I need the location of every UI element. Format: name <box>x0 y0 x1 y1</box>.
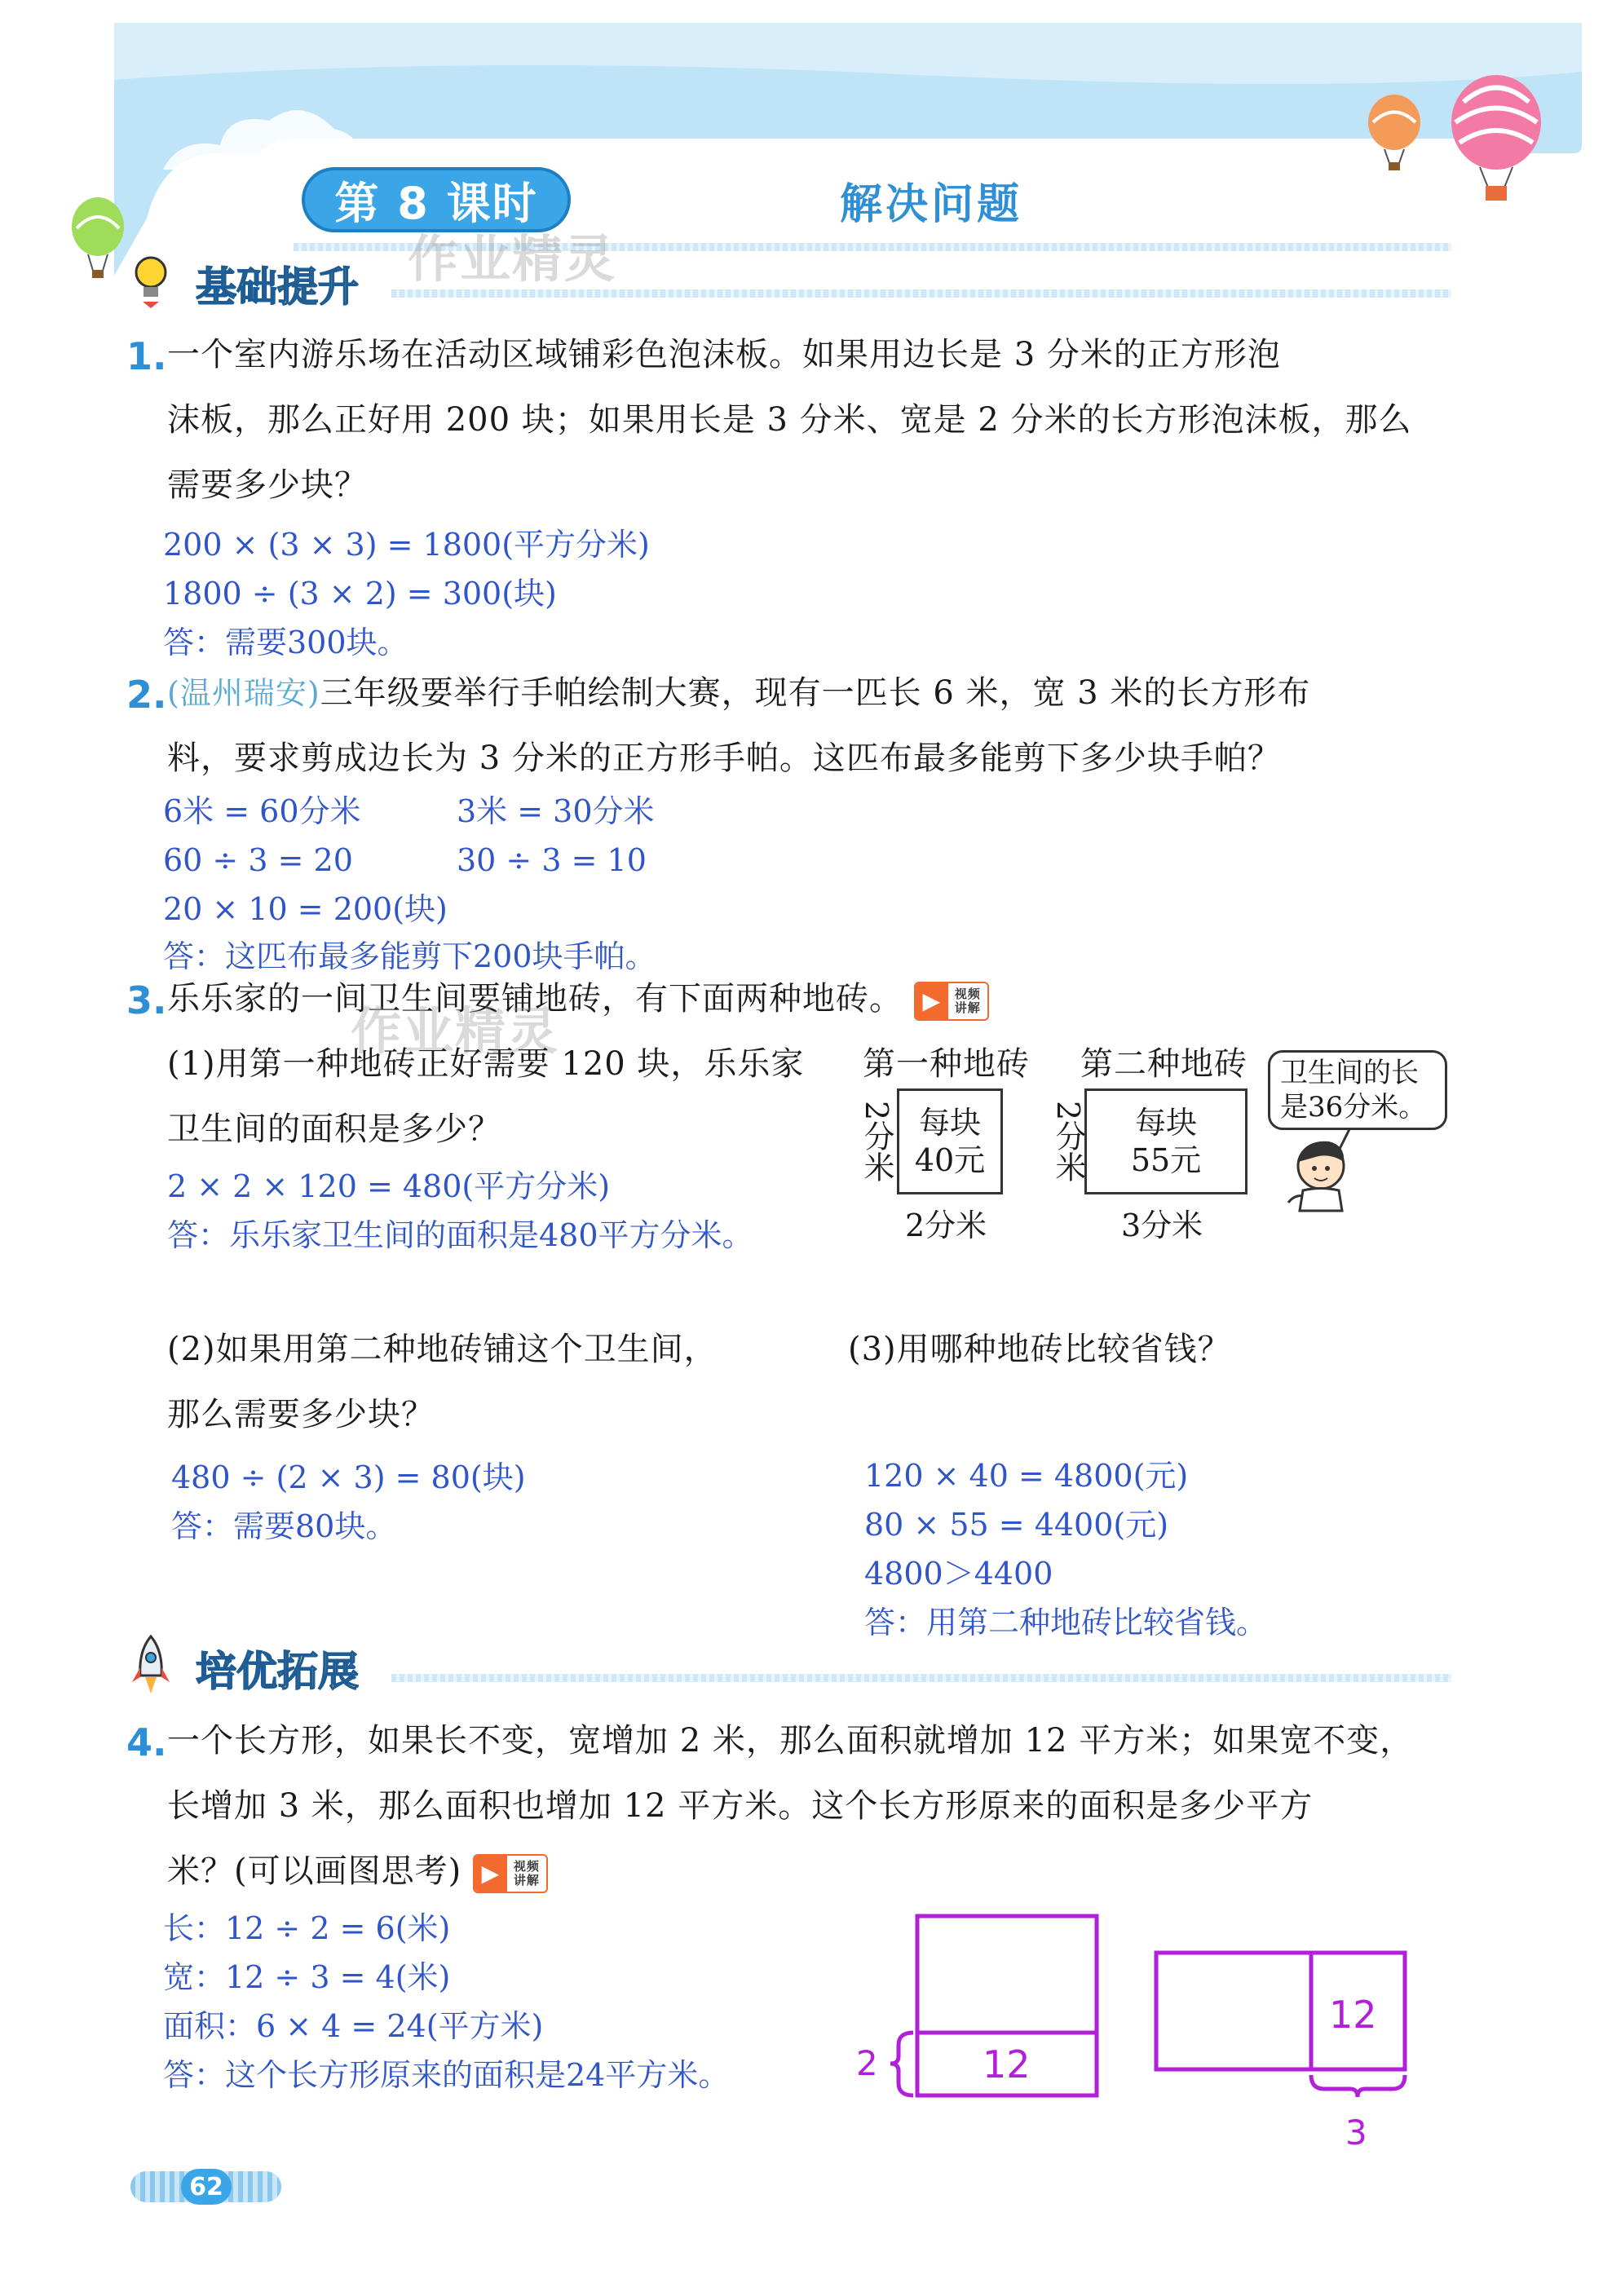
tile-2-side-length: 2分米 <box>1050 1101 1086 1183</box>
watermark: 作业精灵 <box>408 229 617 289</box>
question-3-part-3-answer-1: 120 × 40 = 4800(元) <box>864 1458 1189 1494</box>
question-4-answer-4: 答：这个长方形原来的面积是24平方米。 <box>163 2057 730 2093</box>
lesson-number-badge: 第 8 课时 <box>302 167 571 232</box>
question-2-source: (温州瑞安) <box>167 675 320 711</box>
question-4-answer-3: 面积：6 × 4 = 24(平方米) <box>163 2008 544 2044</box>
tile-2-label: 第二种地砖 <box>1080 1045 1248 1083</box>
question-2-answer-1b: 3米 = 30分米 <box>457 793 655 829</box>
question-3-part-1-answer-1: 2 × 2 × 120 = 480(平方分米) <box>167 1168 611 1204</box>
question-3-part-3-line-1: (3)用哪种地砖比较省钱？ <box>848 1331 1231 1368</box>
question-3-part-2-answer-2: 答：需要80块。 <box>171 1508 397 1544</box>
question-4-line-1: 一个长方形，如果长不变，宽增加 2 米，那么面积就增加 12 平方米；如果宽不变， <box>167 1722 1414 1760</box>
left-brace <box>890 2033 913 2095</box>
question-1-answer-1: 200 × (3 × 3) = 1800(平方分米) <box>163 527 650 563</box>
video-explanation-button[interactable]: ▶ 视频 讲解 <box>914 982 989 1021</box>
original-rectangle-right <box>1156 1953 1311 2069</box>
speech-bubble: 卫生间的长 是36分米。 <box>1268 1050 1447 1130</box>
question-3-number: 3. <box>126 978 167 1022</box>
section-title-basic: 基础提升 <box>196 263 359 311</box>
left-brace-label: 2 <box>856 2043 878 2083</box>
question-1-number: 1. <box>126 334 167 378</box>
tile-1-bottom-length: 2分米 <box>905 1208 987 1243</box>
question-4-answer-2: 宽：12 ÷ 3 = 4(米) <box>163 1959 451 1995</box>
question-4-number: 4. <box>126 1720 167 1764</box>
question-4-diagram <box>832 1900 1468 2161</box>
question-3-part-1-line-1: (1)用第一种地砖正好需要 120 块，乐乐家 <box>167 1045 805 1083</box>
question-1-answer-3: 答：需要300块。 <box>163 625 408 660</box>
rocket-icon <box>130 1635 171 1700</box>
green-balloon-icon <box>65 196 130 285</box>
question-3-part-3-answer-2: 80 × 55 = 4400(元) <box>864 1507 1169 1543</box>
tile-1-label: 第一种地砖 <box>863 1045 1030 1083</box>
hot-air-balloon-icon <box>1443 73 1549 212</box>
question-2-line-1: (温州瑞安)三年级要举行手帕绘制大赛，现有一匹长 6 米，宽 3 米的长方形布 <box>167 674 1311 712</box>
question-4-answer-1: 长：12 ÷ 2 = 6(米) <box>163 1910 451 1946</box>
boy-character-icon <box>1272 1129 1370 1219</box>
question-1-line-3: 需要多少块？ <box>167 466 368 504</box>
lightbulb-icon <box>130 253 171 310</box>
question-3-part-1-line-2: 卫生间的面积是多少？ <box>167 1110 501 1148</box>
tile-2-bottom-length: 3分米 <box>1121 1208 1203 1243</box>
tile-2: 每块 55元 <box>1084 1088 1248 1194</box>
question-3-part-2-line-2: 那么需要多少块？ <box>167 1396 435 1433</box>
lesson-title: 解决问题 <box>840 180 1023 229</box>
left-added-area: 12 <box>983 2042 1031 2086</box>
question-4-line-3: 米？(可以画图思考) ▶ 视频 讲解 <box>167 1839 548 1904</box>
watermark: 作业精灵 <box>351 1001 560 1061</box>
bottom-brace <box>1311 2075 1405 2097</box>
question-2-answer-2b: 30 ÷ 3 = 10 <box>457 842 647 878</box>
question-3-part-3-answer-3: 4800＞4400 <box>864 1556 1053 1592</box>
question-2-answer-1a: 6米 = 60分米 <box>163 793 361 829</box>
question-3-part-2-line-1: (2)如果用第二种地砖铺这个卫生间， <box>167 1331 718 1368</box>
question-1-line-2: 沫板，那么正好用 200 块；如果用长是 3 分米、宽是 2 分米的长方形泡沫板，那么 <box>167 401 1412 439</box>
question-2-number: 2. <box>126 673 167 717</box>
play-icon: ▶ <box>916 983 948 1019</box>
question-3-part-1-answer-2: 答：乐乐家卫生间的面积是480平方分米。 <box>167 1217 753 1253</box>
tile-1: 每块 40元 <box>897 1088 1003 1194</box>
question-2-line-2: 料，要求剪成边长为 3 分米的正方形手帕。这匹布最多能剪下多少块手帕？ <box>167 740 1281 777</box>
question-2-answer-3: 20 × 10 = 200(块) <box>163 891 448 927</box>
question-3-part-2-answer-1: 480 ÷ (2 × 3) = 80(块) <box>171 1459 526 1495</box>
question-2-answer-2a: 60 ÷ 3 = 20 <box>163 842 353 878</box>
original-rectangle-left <box>917 1916 1097 2033</box>
question-3-part-3-answer-4: 答：用第二种地砖比较省钱。 <box>864 1605 1268 1640</box>
bottom-brace-label: 3 <box>1345 2113 1367 2152</box>
section-title-advanced: 培优拓展 <box>196 1648 359 1695</box>
question-3-intro: 乐乐家的一间卫生间要铺地砖，有下面两种地砖。 ▶ 视频 讲解 <box>167 966 989 1031</box>
question-2-answer-4: 答：这匹布最多能剪下200块手帕。 <box>163 938 656 974</box>
page-number: 62 <box>181 2169 232 2205</box>
section-divider-advanced <box>391 1674 1451 1682</box>
right-added-area: 12 <box>1329 1993 1377 2037</box>
play-icon: ▶ <box>475 1856 507 1892</box>
question-1-line-1: 一个室内游乐场在活动区域铺彩色泡沫板。如果用边长是 3 分米的正方形泡 <box>167 336 1281 373</box>
tile-1-side-length: 2分米 <box>859 1101 894 1183</box>
video-explanation-button[interactable]: ▶ 视频 讲解 <box>473 1854 548 1893</box>
question-4-line-2: 长增加 3 米，那么面积也增加 12 平方米。这个长方形原来的面积是多少平方 <box>167 1787 1314 1825</box>
small-balloon-icon <box>1362 94 1427 175</box>
question-1-answer-2: 1800 ÷ (3 × 2) = 300(块) <box>163 576 557 612</box>
